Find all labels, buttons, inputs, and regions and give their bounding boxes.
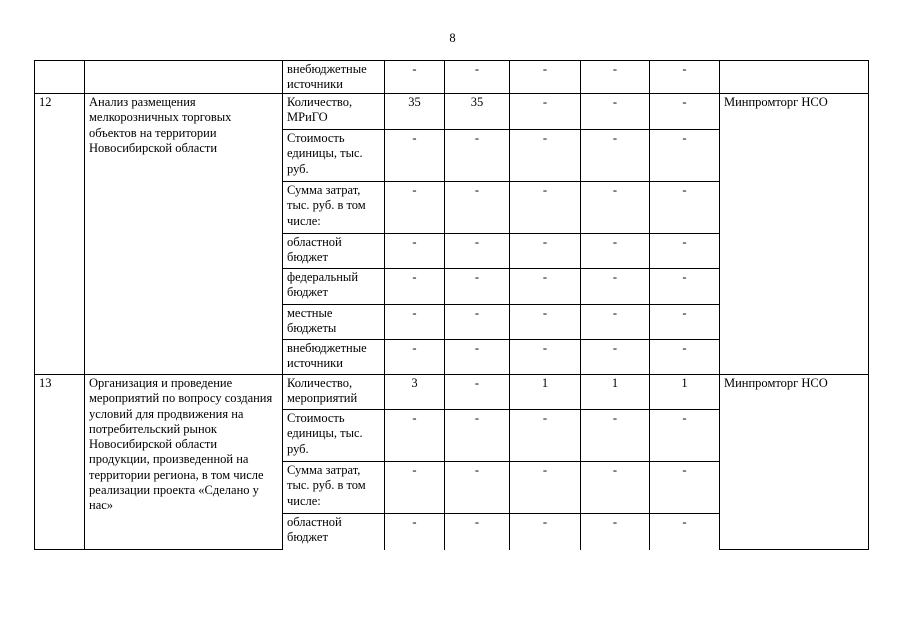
value-cell: - <box>445 182 510 234</box>
value-cell: - <box>385 61 445 94</box>
title-cell <box>85 61 283 94</box>
indicator-cell: Сумма затрат, тыс. руб. в том числе: <box>283 462 385 514</box>
value-cell: - <box>510 305 581 340</box>
value-cell: - <box>445 375 510 410</box>
value-cell: - <box>650 269 720 305</box>
value-cell: - <box>510 462 581 514</box>
value-cell: - <box>445 61 510 94</box>
value-cell: - <box>650 305 720 340</box>
value-cell: - <box>445 130 510 182</box>
responsible-cell <box>720 61 869 94</box>
value-cell: - <box>445 340 510 375</box>
value-cell: - <box>581 269 650 305</box>
value-cell: 35 <box>445 94 510 130</box>
value-cell: - <box>581 182 650 234</box>
value-cell: - <box>385 234 445 269</box>
value-cell: - <box>581 61 650 94</box>
value-cell: - <box>385 462 445 514</box>
value-cell: - <box>650 234 720 269</box>
value-cell: - <box>581 94 650 130</box>
table-row <box>35 94 869 130</box>
value-cell: - <box>581 514 650 550</box>
indicator-cell: федеральный бюджет <box>283 269 385 305</box>
indicator-cell: Количество, МРиГО <box>283 94 385 130</box>
indicator-cell: Стоимость единицы, тыс. руб. <box>283 130 385 182</box>
value-cell: - <box>385 340 445 375</box>
item-title: Организация и проведение мероприятий по вопросу создания условий для продвижения на потребительский рынок Новосибирской области продукции, произведенной на территории региона, в том числе реализации проекта «Сделано у нас» <box>85 375 283 550</box>
value-cell: - <box>510 234 581 269</box>
value-cell: - <box>581 410 650 462</box>
value-cell: - <box>650 410 720 462</box>
value-cell: - <box>650 182 720 234</box>
value-cell: - <box>510 340 581 375</box>
value-cell: - <box>510 269 581 305</box>
number-cell <box>35 61 85 94</box>
value-cell: - <box>510 514 581 550</box>
value-cell: - <box>650 340 720 375</box>
value-cell: - <box>581 462 650 514</box>
item-title: Анализ размещения мелкорозничных торговых объектов на территории Новосибирской области <box>85 94 283 375</box>
value-cell: 1 <box>581 375 650 410</box>
value-cell: - <box>385 182 445 234</box>
value-cell: - <box>385 130 445 182</box>
value-cell: 35 <box>385 94 445 130</box>
value-cell: - <box>385 269 445 305</box>
value-cell: - <box>510 94 581 130</box>
indicator-cell: внебюджетные источники <box>283 61 385 94</box>
value-cell: - <box>445 410 510 462</box>
value-cell: - <box>510 61 581 94</box>
value-cell: - <box>445 462 510 514</box>
responsible-cell: Минпромторг НСО <box>720 375 869 550</box>
page-number: 8 <box>449 31 456 45</box>
responsible-cell: Минпромторг НСО <box>720 94 869 375</box>
indicator-cell: Стоимость единицы, тыс. руб. <box>283 410 385 462</box>
plan-table <box>34 60 869 550</box>
value-cell: - <box>581 234 650 269</box>
value-cell: - <box>650 514 720 550</box>
value-cell: - <box>445 269 510 305</box>
value-cell: - <box>445 305 510 340</box>
value-cell: - <box>445 514 510 550</box>
value-cell: - <box>385 305 445 340</box>
indicator-cell: Количество, мероприятий <box>283 375 385 410</box>
value-cell: - <box>385 410 445 462</box>
value-cell: - <box>510 182 581 234</box>
value-cell: - <box>650 94 720 130</box>
indicator-cell: местные бюджеты <box>283 305 385 340</box>
value-cell: - <box>650 462 720 514</box>
value-cell: 1 <box>510 375 581 410</box>
value-cell: - <box>510 410 581 462</box>
value-cell: - <box>650 61 720 94</box>
value-cell: 1 <box>650 375 720 410</box>
indicator-cell: областной бюджет <box>283 234 385 269</box>
value-cell: - <box>510 130 581 182</box>
table-row <box>35 61 869 94</box>
value-cell: 3 <box>385 375 445 410</box>
value-cell: - <box>445 234 510 269</box>
value-cell: - <box>581 340 650 375</box>
value-cell: - <box>650 130 720 182</box>
item-number: 13 <box>35 375 85 550</box>
value-cell: - <box>385 514 445 550</box>
indicator-cell: внебюджетные источники <box>283 340 385 375</box>
indicator-cell: областной бюджет <box>283 514 385 550</box>
value-cell: - <box>581 130 650 182</box>
item-number: 12 <box>35 94 85 375</box>
indicator-cell: Сумма затрат, тыс. руб. в том числе: <box>283 182 385 234</box>
value-cell: - <box>581 305 650 340</box>
table-row <box>35 375 869 410</box>
